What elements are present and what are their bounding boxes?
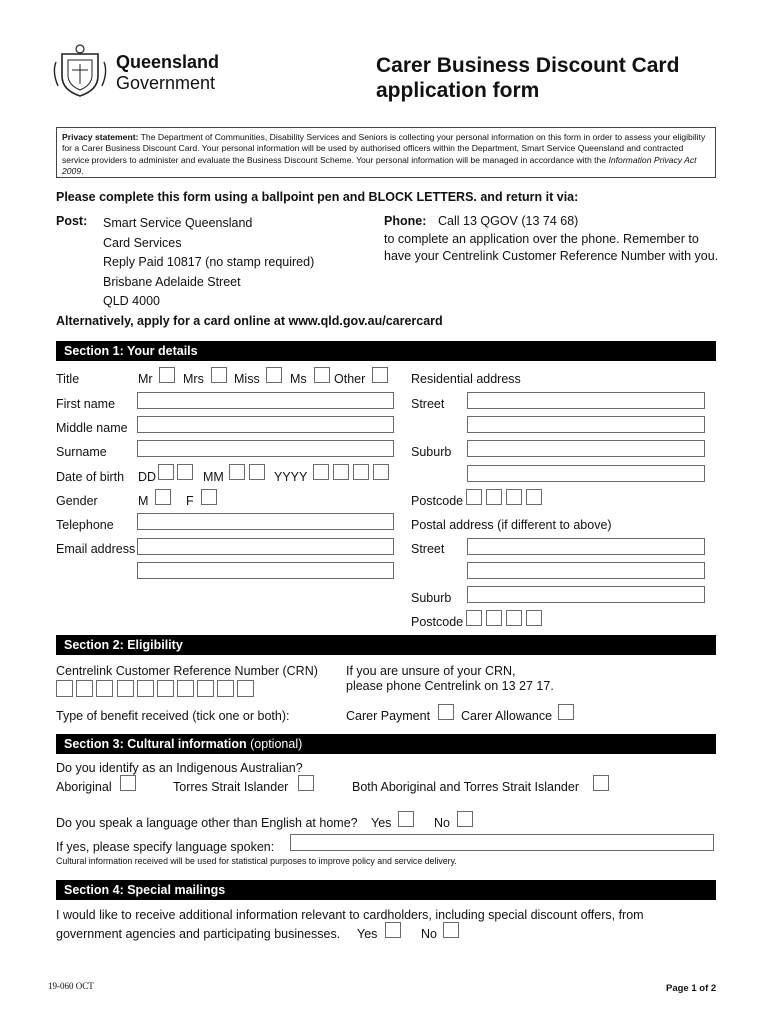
postal-postcode-label: Postcode [411,615,464,629]
post-line: Reply Paid 10817 (no stamp required) [103,255,315,269]
crn-digit[interactable] [217,680,234,697]
residential-suburb-field2[interactable] [467,465,705,482]
both-checkbox[interactable] [593,775,609,791]
mailings-yes-checkbox[interactable] [385,922,401,938]
surname-field[interactable] [137,440,394,457]
postal-street-field2[interactable] [467,562,705,579]
dob-month-digit1[interactable] [229,464,245,480]
residential-postcode-digit2[interactable] [486,489,502,505]
instructions-heading: Please complete this form using a ballpoint pen and BLOCK LETTERS. and return it via: [56,190,579,204]
carer-allowance-label: Carer Allowance [461,709,553,723]
section3-title: Section 3: Cultural information [64,737,247,751]
post-line: Card Services [103,235,182,250]
carer-payment-label: Carer Payment [346,709,431,723]
online-apply: Alternatively, apply for a card online at www.qld.gov.au/carercard [56,314,443,328]
section1-header: Section 1: Your details [56,341,716,361]
title-ms-checkbox[interactable] [314,367,330,383]
privacy-label: Privacy statement: [62,132,139,142]
privacy-act: Information Privacy Act 2009 [62,154,697,176]
title-mr: Mr [138,372,153,386]
privacy-end: . [81,165,84,176]
section2-header: Section 2: Eligibility [56,635,716,655]
tsi-label: Torres Strait Islander [173,780,289,794]
title-label: Title [56,372,80,386]
first-name-field[interactable] [137,392,394,409]
title-other-checkbox[interactable] [372,367,388,383]
postal-label: Postal address (if different to above) [411,518,612,532]
phone-line1: Call 13 QGOV (13 74 68) [438,214,579,228]
carer-allowance-checkbox[interactable] [558,704,574,720]
privacy-text: The Department of Communities, Disability Services and Seniors is collecting your personal information on this form in order to assess your eligibility for a Carer Business Discount Card. Your personal information will be used by authorised officers within the Department, Smart Service Queensland and contracted service providers to administer and evaluate the Business Discount Scheme. Your personal information will be managed in accordance with the [62,132,706,165]
dob-label: Date of birth [56,470,125,484]
postal-street-field1[interactable] [467,538,705,555]
language-question: Do you speak a language other than English at home? [56,816,358,830]
residential-postcode-digit4[interactable] [526,489,542,505]
phone-line3: have your Centrelink Customer Reference Number with you. [384,249,719,263]
page-title [376,53,679,103]
dob-yyyy-label: YYYY [274,470,308,484]
crn-unsure-line1: If you are unsure of your CRN, [346,664,516,678]
post-line: Brisbane Adelaide Street [103,274,241,289]
dob-mm-label: MM [203,470,224,484]
residential-suburb-label: Suburb [411,445,452,459]
post-line: QLD 4000 [103,294,160,308]
dob-month-digit2[interactable] [249,464,265,480]
aboriginal-checkbox[interactable] [120,775,136,791]
postal-suburb-field[interactable] [467,586,705,603]
residential-postcode-label: Postcode [411,494,464,508]
post-line: Smart Service Queensland [103,216,253,230]
title-ms: Ms [290,372,307,386]
email-label: Email address [56,542,136,556]
surname-label: Surname [56,445,107,459]
gender-label: Gender [56,494,98,508]
crn-digit[interactable] [237,680,254,697]
org-name-line2: Government [116,73,216,93]
title-mr-checkbox[interactable] [159,367,175,383]
language-yes-label: Yes [371,816,392,830]
language-specify-field[interactable] [290,834,714,851]
residential-street-label: Street [411,397,445,411]
section3-optional: (optional) [250,737,303,751]
crn-digit[interactable] [117,680,134,697]
title-line1: Carer Business Discount Card [376,54,680,77]
email-field-line2[interactable] [137,562,394,579]
middle-name-label: Middle name [56,421,128,435]
title-mrs-checkbox[interactable] [211,367,227,383]
postal-postcode-digit4[interactable] [526,610,542,626]
phone-label: Phone: [384,214,427,228]
language-no-checkbox[interactable] [457,811,473,827]
language-no-label: No [434,816,450,830]
carer-payment-checkbox[interactable] [438,704,454,720]
both-label: Both Aboriginal and Torres Strait Islander [352,780,579,794]
residential-postcode-digit1[interactable] [466,489,482,505]
org-name-line1: Queensland [116,52,220,72]
crn-digit[interactable] [137,680,154,697]
dob-day-digit1[interactable] [158,464,174,480]
telephone-field[interactable] [137,513,394,530]
cultural-note: Cultural information received will be used for statistical purposes to improve policy and service delivery. [56,856,457,866]
dob-year-digit3[interactable] [353,464,369,480]
postal-suburb-label: Suburb [411,591,452,605]
benefit-label: Type of benefit received (tick one or both): [56,709,290,723]
dob-year-digit2[interactable] [333,464,349,480]
crn-digit[interactable] [96,680,113,697]
middle-name-field[interactable] [137,416,394,433]
gender-male-checkbox[interactable] [155,489,171,505]
section3-header [56,734,716,754]
crn-digit[interactable] [76,680,93,697]
privacy-statement [56,127,716,178]
mailings-no-label: No [421,927,437,941]
title-line2: application form [376,79,540,102]
postal-street-label: Street [411,542,445,556]
residential-suburb-field1[interactable] [467,440,705,457]
dob-year-digit1[interactable] [313,464,329,480]
form-code: 19-060 OCT [48,981,94,991]
postal-postcode-digit3[interactable] [506,610,522,626]
title-miss: Miss [234,372,260,386]
language-specify-label: If yes, please specify language spoken: [56,840,275,854]
language-yes-checkbox[interactable] [398,811,414,827]
postal-postcode-digit2[interactable] [486,610,502,626]
first-name-label: First name [56,397,116,411]
residential-street-field1[interactable] [467,392,705,409]
post-address [103,214,314,312]
post-label: Post: [56,214,88,228]
dob-dd-label: DD [138,470,157,484]
mailings-no-checkbox[interactable] [443,922,459,938]
crn-unsure-line2: please phone Centrelink on 13 27 17. [346,679,554,693]
title-miss-checkbox[interactable] [266,367,282,383]
dob-day-digit2[interactable] [177,464,193,480]
tsi-checkbox[interactable] [298,775,314,791]
mailings-yes-label: Yes [357,927,378,941]
telephone-label: Telephone [56,518,114,532]
postal-postcode-digit1[interactable] [466,610,482,626]
aboriginal-label: Aboriginal [56,780,112,794]
crn-digit[interactable] [197,680,214,697]
residential-street-field2[interactable] [467,416,705,433]
gender-male-label: M [138,494,149,508]
dob-year-digit4[interactable] [373,464,389,480]
indigenous-question: Do you identify as an Indigenous Australian? [56,761,303,775]
crn-digit[interactable] [177,680,194,697]
gender-female-label: F [186,494,194,508]
title-mrs: Mrs [183,372,204,386]
phone-line2: to complete an application over the phone. Remember to [384,232,699,246]
mailings-text1: I would like to receive additional information relevant to cardholders, including special discount offers, from [56,908,644,922]
gender-female-checkbox[interactable] [201,489,217,505]
title-other: Other [334,372,366,386]
residential-label: Residential address [411,372,521,386]
email-field-line1[interactable] [137,538,394,555]
page-number: Page 1 of 2 [666,983,717,994]
mailings-text2: government agencies and participating businesses. [56,927,341,941]
section4-header: Section 4: Special mailings [56,880,716,900]
queensland-crest-icon [50,42,110,100]
crn-digit[interactable] [56,680,73,697]
crn-label: Centrelink Customer Reference Number (CRN) [56,664,318,678]
crn-digit[interactable] [157,680,174,697]
residential-postcode-digit3[interactable] [506,489,522,505]
